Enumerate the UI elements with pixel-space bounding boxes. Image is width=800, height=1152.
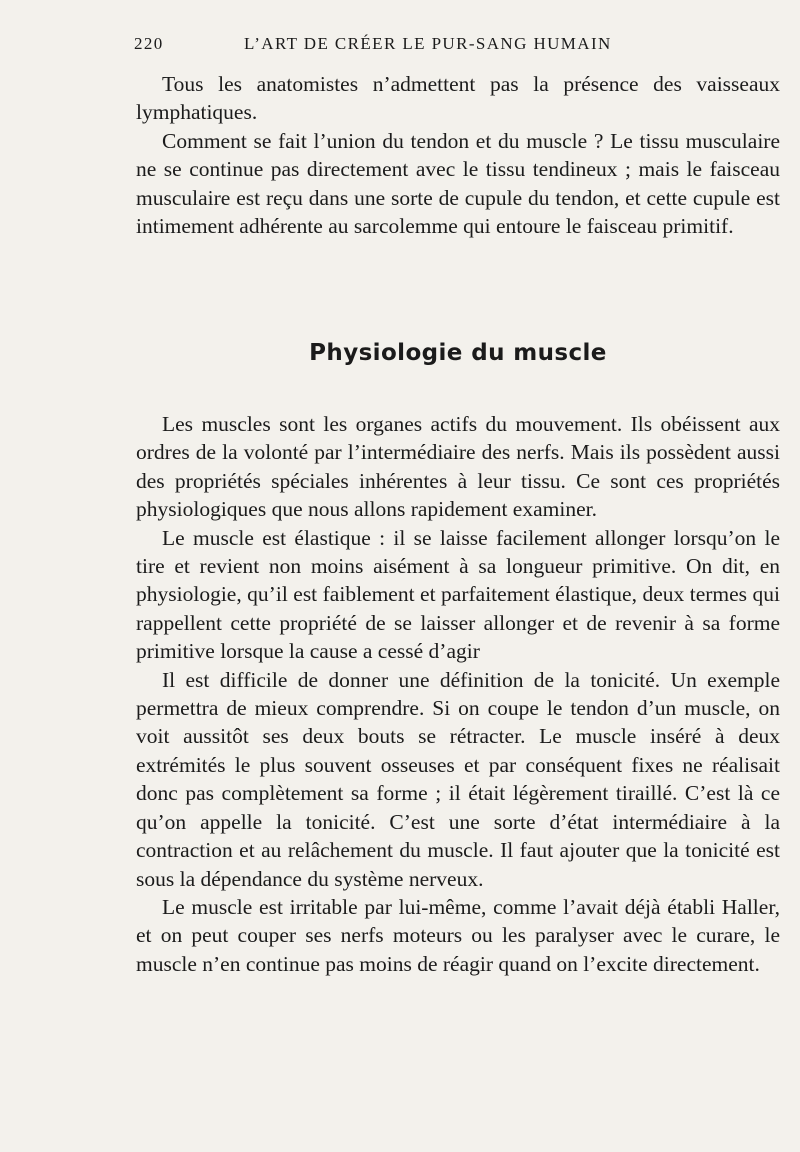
section-heading: Physiologie du muscle [309,340,607,366]
paragraph: Comment se fait l’union du tendon et du muscle ? Le tissu musculaire ne se continue pas directement avec le tissu tendineux ; mais le faisceau musculaire est reçu dans une sorte de cupule du tendon, et cette cupule est intimement adhérente au sarcolemme qui entoure le faisceau primitif. [136,128,780,239]
running-head [134,30,774,60]
top-text-block [136,70,780,240]
paragraph: Tous les anatomistes n’admettent pas la présence des vaisseaux lymphatiques. [136,72,780,125]
paragraph: Il est difficile de donner une définition de la tonicité. Un exemple permettra de mieux comprendre. Si on coupe le tendon d’un muscle, on voit aussitôt ses deux bouts se rétracter. Le muscle inséré à deux extrémités le plus souvent osseuses et par conséquent fixes ne réalisait donc pas complètement sa forme ; il était légèrement tiraillé. C’est là ce qu’on appelle la tonicité. C’est une sorte d’état intermédiaire à la contraction et au relâchement du muscle. Il faut ajouter que la tonicité est sous la dépendance du système nerveux. [136,667,780,891]
paragraph: Les muscles sont les organes actifs du mouvement. Ils obéissent aux ordres de la volonté par l’intermédiaire des nerfs. Mais ils possèdent aussi des propriétés spéciales inhérentes à leur tissu. Ce sont ces propriétés physiologiques que nous allons rapidement examiner. [136,412,780,522]
running-title: L’ART DE CRÉER LE PUR-SANG HUMAIN [244,34,612,53]
paragraph: Le muscle est élastique : il se laisse facilement allonger lorsqu’on le tire et revient non moins aisément à sa longueur primitive. On dit, en physiologie, qu’il est faiblement et parfaitement élastique, deux termes qui rappellent cette propriété de se laisser allonger et de revenir à sa forme primitive lorsque la cause a cessé d’agir [136,525,780,664]
paragraph: Le muscle est irritable par lui-même, comme l’avait déjà établi Haller, et on peut couper ses nerfs moteurs ou les paralyser avec le curare, le muscle n’en continue pas moins de réagir quand on l’excite directement. [136,894,780,976]
page-number: 220 [134,34,164,53]
section-body [136,410,780,978]
